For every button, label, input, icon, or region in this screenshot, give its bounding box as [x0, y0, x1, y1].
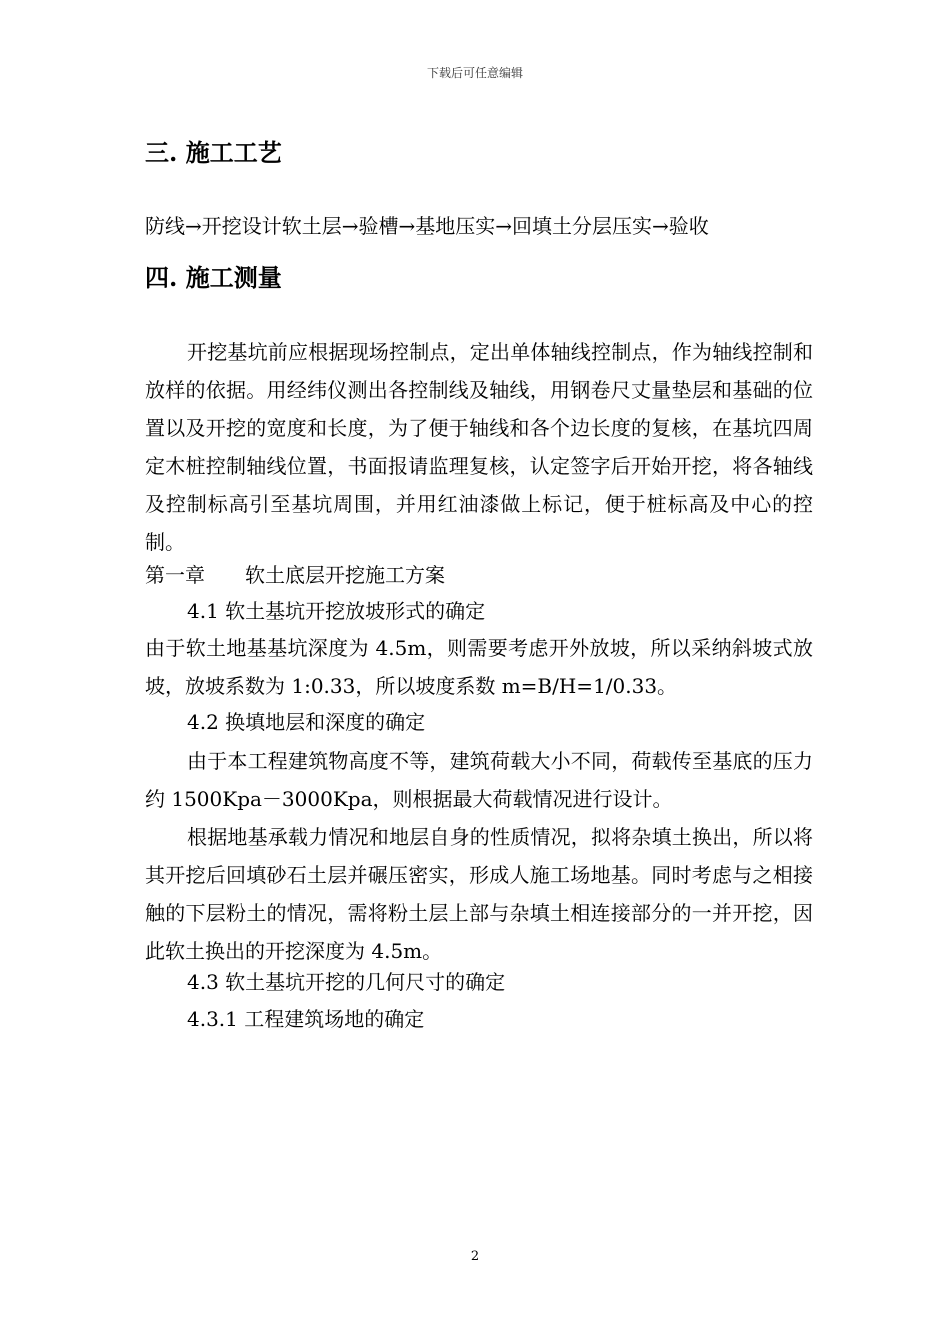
page-header: 下载后可任意编辑: [426, 66, 523, 80]
chapter-title: 第一章 软土底层开挖施工方案: [145, 563, 445, 587]
section-4-heading: 四. 施工测量: [145, 263, 282, 292]
section-4-paragraph: 开挖基坑前应根据现场控制点，定出单体轴线控制点，作为轴线控制和放样的依据。用经纬仪测出各控制线及轴线，用钢卷尺丈量垫层和基础的位置以及开挖的宽度和长度，为了便于轴线和各个边长度的复核，在基坑四周定木桩控制轴线位置，书面报请监理复核，认定签字后开始开挖，将各轴线及控制标高引至基坑周围，并用红油漆做上标记，便于桩标高及中心的控制。: [145, 340, 813, 554]
process-flow-line: 防线→开挖设计软土层→验槽→基地压实→回填土分层压实→验收: [145, 214, 709, 238]
section-4-3-heading: 4.3 软土基坑开挖的几何尺寸的确定: [187, 970, 506, 994]
section-4-1-heading: 4.1 软土基坑开挖放坡形式的确定: [187, 599, 486, 623]
section-4-1-paragraph: 由于软土地基基坑深度为 4.5m，则需要考虑开外放坡，所以采纳斜坡式放坡，放坡系数为 1:0.33，所以坡度系数 m=B/H=1/0.33。: [145, 636, 813, 698]
section-4-2-paragraph-2: 根据地基承载力情况和地层自身的性质情况，拟将杂填土换出，所以将其开挖后回填砂石土层并碾压密实，形成人施工场地基。同时考虑与之相接触的下层粉土的情况，需将粉土层上部与杂填土相连接部分的一并开挖，因此软土换出的开挖深度为 4.5m。: [145, 825, 813, 963]
section-4-3-1-heading: 4.3.1 工程建筑场地的确定: [187, 1007, 425, 1031]
section-4-2-paragraph-1: 由于本工程建筑物高度不等，建筑荷载大小不同，荷载传至基底的压力约 1500Kpa－3000Kpa，则根据最大荷载情况进行设计。: [145, 749, 813, 811]
section-3-heading: 三. 施工工艺: [145, 138, 282, 167]
page-number: 2: [470, 1249, 480, 1264]
section-4-2-heading: 4.2 换填地层和深度的确定: [187, 710, 426, 734]
